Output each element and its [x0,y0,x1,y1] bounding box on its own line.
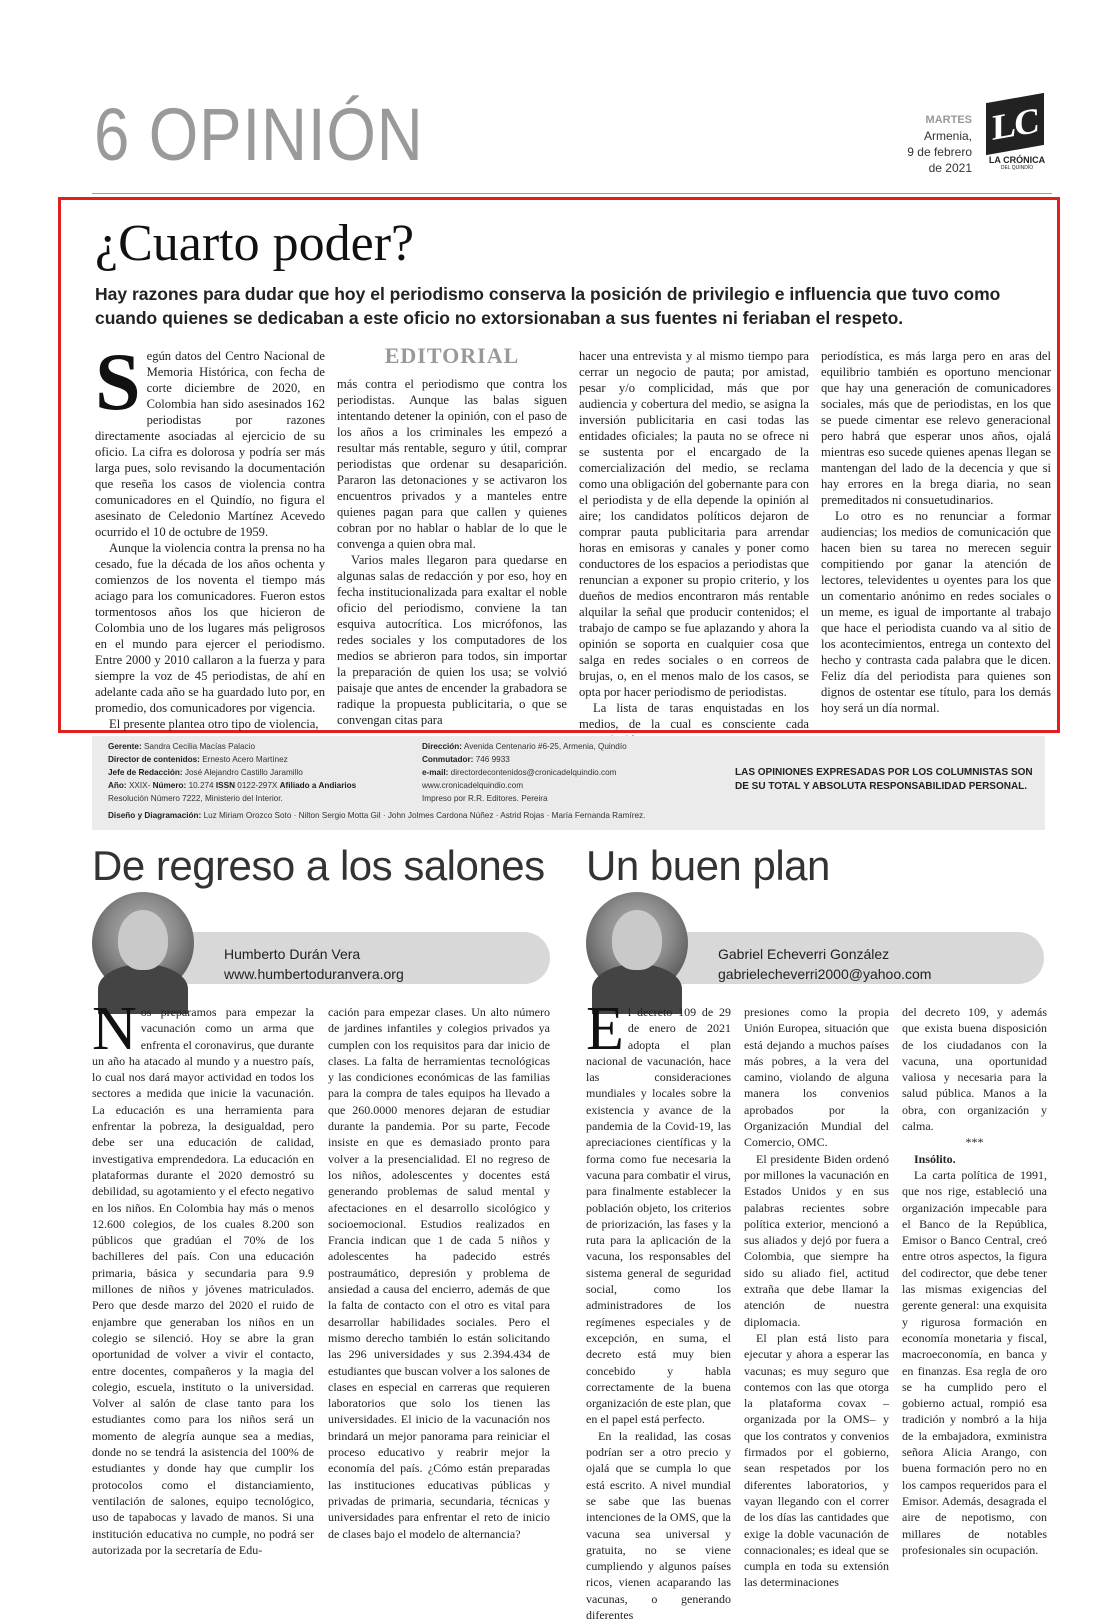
paragraph: En la realidad, las cosas podrían ser a otro precio y ojalá que se cumpla lo que está escrito. A nivel mundial se sabe que las buenas intenciones de la OMS, que la vacuna sea universal y gratuita, no se viene cumpliendo y algunos países ricos, vienen acaparando las vacunas, o generando diferentes [586,1428,731,1622]
paragraph [95,336,325,540]
design-credits [108,809,1028,822]
paragraph: presiones como la propia Unión Europea, situación que está dejando a muchos países más pobres, a la vera del camino, violando de alguna manera los convenios aprobados por la Organización Mundial del Comercio, OMC. [744,1005,889,1150]
paragraph [92,995,314,1558]
issn: 0122-297X [237,781,278,790]
author-photo [92,892,194,994]
editorial-column-1 [95,336,325,731]
editorial-column-3 [579,348,809,731]
year: de 2021 [928,161,972,175]
author-name: Humberto Durán Vera [224,946,361,962]
printer: Impreso por R.R. Editores. Pereira [422,794,548,803]
paragraph: El presidente Biden ordenó por millones la vacunación en Estados Unidos y en sus palabras recientes sobre política exterior, mencionó a sus aliados y dejó por fuera a Colombia, que siempre ha sido su aliado fiel, actitud extraña que debe llamar la atención de nuestra diplomacia. [744,1151,889,1329]
contact-info [422,740,712,805]
label: Jefe de Redacción: [108,768,183,777]
paragraph: La lista de taras enquistadas en los medios, de la cual es consciente cada [579,701,809,731]
paragraph: Varios males llegaron para quedarse en algunas salas de redacción y por eso, hoy en fecha institucionalizada para exaltar el noble oficio del periodismo, conviene la tan esquiva autocrítica. Los micrófonos, las redes sociales y los computadores de los medios se abrieron para todos, sin importar la preparación de quien los usa; se volvió paisaje que antes de encender la grabadora se radique la propuesta publicitaria, o que se convengan citas para [337,553,567,727]
masthead [92,84,1052,194]
paragraph [586,995,731,1428]
paragraph: del decreto 109, y además que exista buena disposición de los ciudadanos con la vacuna, una oportunidad valiosa y necesaria para la salud pública. Manos a la obra, con organización y calma. [902,1005,1047,1134]
drop-cap: S [95,336,141,427]
logo-subtitle: DEL QUINDÍO [1000,165,1034,171]
column-headline: Un buen plan [586,842,830,889]
subheading: Insólito. [914,1151,956,1166]
logo-name: LA CRÓNICA [988,155,1046,165]
author-name: Gabriel Echeverri González [718,946,890,962]
weekday: MARTES [925,114,972,126]
editorial-headline: ¿Cuarto poder? [95,215,415,272]
editorial-deck: Hay razones para dudar que hoy el periodismo conserva la posición de privilegio e influencia que tuvo como cuando quienes se dedicaban a este oficio no extorsionaban a sus fuentes ni feriaban el respeto. [95,284,1001,328]
photo-face [118,910,168,970]
column-body-3 [902,1004,1047,1574]
drop-cap: E [586,995,624,1063]
paragraph: El plan está listo para ejecutar y ahora a esperar las vacunas; es muy seguro que contemos con las que otorga la plataforma covax –organizada por la OMS– y que los contratos y convenios firmados por el gobierno, sean respetados por los diferentes laboratorios, y vayan llegando con el correr de los días las cantidades que exige la doble vacunación de connacionales; es ideal que se cumpla en toda su extensión las determinaciones [744,1330,889,1590]
paragraph: Lo otro es no renunciar a formar audiencias; los medios de comunicación que hacen bien su tarea no merecen seguir compitiendo por ganar la atención de lectores, televidentes u oyentes para los que un comentario anónimo en redes sociales o un meme, es igual de importante al trabajo que hace el periodista cuando va al sitio de los acontecimientos, entrega un contexto del hecho y contrasta cada palabra que le dicen. Feliz día del periodista para quienes son dignos de ostentar ese título, para los demás hoy será un día normal. [821,509,1051,715]
paragraph: Aunque la violencia contra la prensa no ha cesado, fue la década de los años ochenta y comienzos de los noventa el tiempo más aciago para los comunicadores. Fueron estos tormentosos años los que hicieron de Colombia uno de los lugares más peligrosos en el mundo para ejercer el periodismo. Entre 2000 y 2010 callaron a la fuerza y para siempre la voz de 45 periodistas, de ahí en adelante cada año se ha guardado luto por, en promedio, dos comunicadores por vigencia. [95,541,325,715]
paragraph: periodística, es más larga pero en aras del equilibrio también es oportuno mencionar que hay una generación de comunicadores sociales, más que de periodistas, en los que se puede cimentar ese relevo generacional pero habrá que esperar unos años, ojalá mientras eso sucede quienes apenas llegan se mantengan del lado de la decencia y que si hay errores en la brega diaria, no sean premeditados ni consuetudinarios. [821,349,1051,507]
opinion-column-right [586,842,1048,1622]
paragraph: cación para empezar clases. Un alto número de jardines infantiles y colegios privados ya cumplen con los requisitos para dar inicio de clases. La falta de herramientas tecnológicas y las condiciones económicas de las familias para la compra de tales equipos ha llevado a que 260.0000 menores dejaran de estudiar durante la pandemia. Por su parte, Fecode insiste en que es demasiado pronto para volver a la presencialidad. El no regreso de los niños, adolescentes y docentes está generando problemas de salud mental y afectaciones en el desarrollo sicológico y socioemocional. Estudios realizados en Francia indican que 1 de cada 5 niños y adolescentes ha padecido estrés postraumático, depresión y problema de ansiedad a causa del encierro, además de que la falta de contacto con el otro es vital para desarrollar habilidades sociales. Pero el mismo derecho también lo están solicitando las 296 universidades y sus 2.394.434 de estudiantes que buscan volver a los salones de clases en especial en carreras que requieren laboratorios que solo los tienen las universidades. El inicio de la vacunación nos brindará un mejor panorama para reiniciar el proceso educativo y reabrir mejor la economía del país. ¿Cómo están preparadas las instituciones educativas públicas y privadas de primaria, secundaria, técnicas y universidades para enfrentar el reto de inicio de clases bajo el modelo de alternancia? [328,1005,550,1541]
phone: 746 9933 [475,755,510,764]
label: Número: [152,781,187,790]
issue-number: 10.274 [188,781,214,790]
paragraph: El presente plantea otro tipo de violencia, [109,717,319,731]
staff-credits [92,736,1045,830]
label: Año: [108,781,127,790]
paragraph-text: egún datos del Centro Nacional de Memoria Histórica, con fecha de corte diciembre de 2020, en Colombia han sido asesinados 162 periodistas por razones directamente asociadas al ejercicio de su oficio. La cifra es dolorosa y podría ser más larga pues, solo revisando la documentación que reseña los casos de violencia contra comunicadores en el Quindío, no figura el asesinato de Celedonio Martínez Acevedo ocurrido el 10 de octubre de 1959. [95,349,325,539]
editorial-label: EDITORIAL [384,343,520,368]
column-body-1 [586,995,731,1622]
label: Conmutador: [422,755,474,764]
label: Dirección: [422,742,463,751]
editorial-column-4 [821,348,1051,723]
column-headline: De regreso a los salones [92,842,545,889]
label: e-mail: [422,768,449,777]
editorial-column-2 [337,343,567,727]
editorial-body [95,336,1053,731]
paragraph: hacer una entrevista y al mismo tiempo para cerrar un negocio de pauta; por amistad, pesar y/o complicidad, más que por audiencia y cobertura del medio, se asigna la inversión publicitaria en casi todas las entidades oficiales; la pauta no se ofrece ni se sustenta por el encargado de la comercialización del medio, se reclama como una obligación del gobernante para con el periodista y de ella depende la opinión al aire; los candidatos políticos dejaron de comprar pauta publicitaria para arrendar horas en emisoras y canales y poner como conductores de los espacios a periodistas que renuncian a exponer su propio criterio, y los dueños de medios encontraron más rentable alquilar la señal que producir contenidos; el trabajo de campo se fue aplazando y ahora la opinión se soporta en cualquier cosa que salga en redes sociales o en correos de brujas, o, en el menos malo de los casos, se opta por hacer periodismo de periodistas. [579,349,809,699]
affiliation: Afiliado a Andiarios [279,781,357,790]
staff-list [108,740,418,805]
year-number: XXIX- [128,781,151,790]
section-title: 6 OPINIÓN [94,93,424,176]
website-link[interactable]: www.cronicadelquindio.com [422,781,524,790]
column-body-2 [328,1004,550,1574]
author-website[interactable]: www.humbertoduranvera.org [224,966,404,982]
paragraph: La carta política de 1991, que nos rige, estableció una organización impecable para el Banco de la República, Emisor o Banco Central, creó entre otros aspectos, la figura del codirector, que debe tener las mismas exigencias del gerente general: una exquisita y rigurosa formación en economía monetaria y fiscal, macroeconomía, en banca y en finanzas. Esa regla de oro se ha cumplido pero el gobierno actual, rompió esa tradición y nombró a la hija de la embajadora, exministra señora Alicia Arango, con buena formación pero no en los campos requeridos para el Emisor. Además, desagrada el aire de nepotismo, con millares de notables profesionales sin ocupación. [902,1167,1047,1557]
resolution: Resolución Número 7222, Ministerio del Interior. [108,794,283,803]
logo-mark: LC [986,93,1044,155]
designers: Luz Miriam Orozco Soto · Nilton Sergio Motta Gil · John Jolmes Cardona Núñez · Astrid Rojas · María Fernanda Ramírez. [203,811,646,820]
column-body-1 [92,995,314,1574]
date: 9 de febrero [907,145,972,159]
label: Gerente: [108,742,142,751]
disclaimer: LAS OPINIONES EXPRESADAS POR LOS COLUMNISTAS SON DE SU TOTAL Y ABSOLUTA RESPONSABILIDAD PERSONAL. [735,767,1033,792]
publication-date [907,112,972,176]
paragraph: más contra el periodismo que contra los periodistas. Aunque las balas siguen intentando detener la opinión, con el paso de los años a los criminales les empezó a resultar más rentable, seguro y útil, comprar periodistas que ordenar su desaparición. Pararon las detonaciones y se activaron los encuentros privados y a manteles entre quienes pagan para que callen y quienes cobran por no hablar o hablar de lo que le convenga a quien obra mal. [337,377,567,551]
newsroom-chief: José Alejandro Castillo Jaramillo [184,768,303,777]
address: Avenida Centenario #6-25, Armenia, Quindío [463,742,627,751]
city: Armenia, [923,129,972,143]
label: Diseño y Diagramación: [108,811,202,820]
content-director: Ernesto Acero Martínez [202,755,288,764]
drop-cap: N [92,995,137,1063]
email-link[interactable]: directordecontenidos@cronicadelquindio.com [450,768,617,777]
editorial-article [58,197,1060,733]
author-email[interactable]: gabrielecheverri2000@yahoo.com [718,966,932,982]
column-body-2 [744,1004,889,1590]
photo-face [612,910,662,970]
separator: *** [965,1135,984,1150]
paragraph-text: os preparamos para empezar la vacunación como un arma que enfrenta el coronavirus, que durante un año ha atacado al mundo y a nuestro país, lo cual nos dará mayor actividad en todos los sectores a medida que inicie la vacunación. La educación es una herramienta para enfrentar la pobreza, la desigualdad, pero debe ser una educación de calidad, investigativa emprendedora. La educación en plataformas durante el 2020 demostró su debilidad, su agotamiento y el efecto negativo en los niños. En Colombia hay más o menos 12.600 colegios, de los cuales 8.200 son públicos que gradúan el 70% de los bachilleres del país. Con una educación primaria, básica y secundaria para 9.9 millones de niños y jóvenes matriculados. Pero que desde marzo del 2020 el ruido de enjambre que generaban los niños en un colegio se silenció. Hoy se abre la gran oportunidad de volver a vivir el contacto, entre docentes, compañeros y la magia del colegio, escuela, instituto o la universidad. Volver al salón de clase tanto para los estudiantes como para los niños será un momento de alegría aunque sea a medias, donde no se tendrá la asistencia del 100% de estudiantes y donde hay que cumplir los protocolos como el distanciamiento, ventilación de salones, equipo tecnológico, uso de tapabocas y lavado de manos. Si una institución educativa no cumple, no podrá ser autorizada por la secretaría de Edu- [92,1005,314,1557]
manager: Sandra Cecilia Macías Palacio [143,742,255,751]
opinion-column-left [92,842,552,1582]
label: Director de contenidos: [108,755,200,764]
newspaper-logo [982,98,1052,178]
paragraph-text: l decreto 109 de 29 de enero de 2021 adopta el plan nacional de vacunación, hace las consideraciones mundiales y locales sobre la existencia y avance de la pandemia de la Covid-19, las apreciaciones científicas y la forma como fue necesaria la vacuna para combatir el virus, para finalmente establecer la población objeto, los criterios de priorización, las fases y la ruta para la aplicación de la vacuna, los responsables del sistema general de seguridad social, como los administradores de los regímenes especiales y de excepción, en suma, el decreto está muy bien concebido y habla correctamente de la buena organización de este plan, que en el papel está perfecto. [586,1005,731,1427]
author-photo [586,892,688,994]
label: ISSN [215,781,236,790]
